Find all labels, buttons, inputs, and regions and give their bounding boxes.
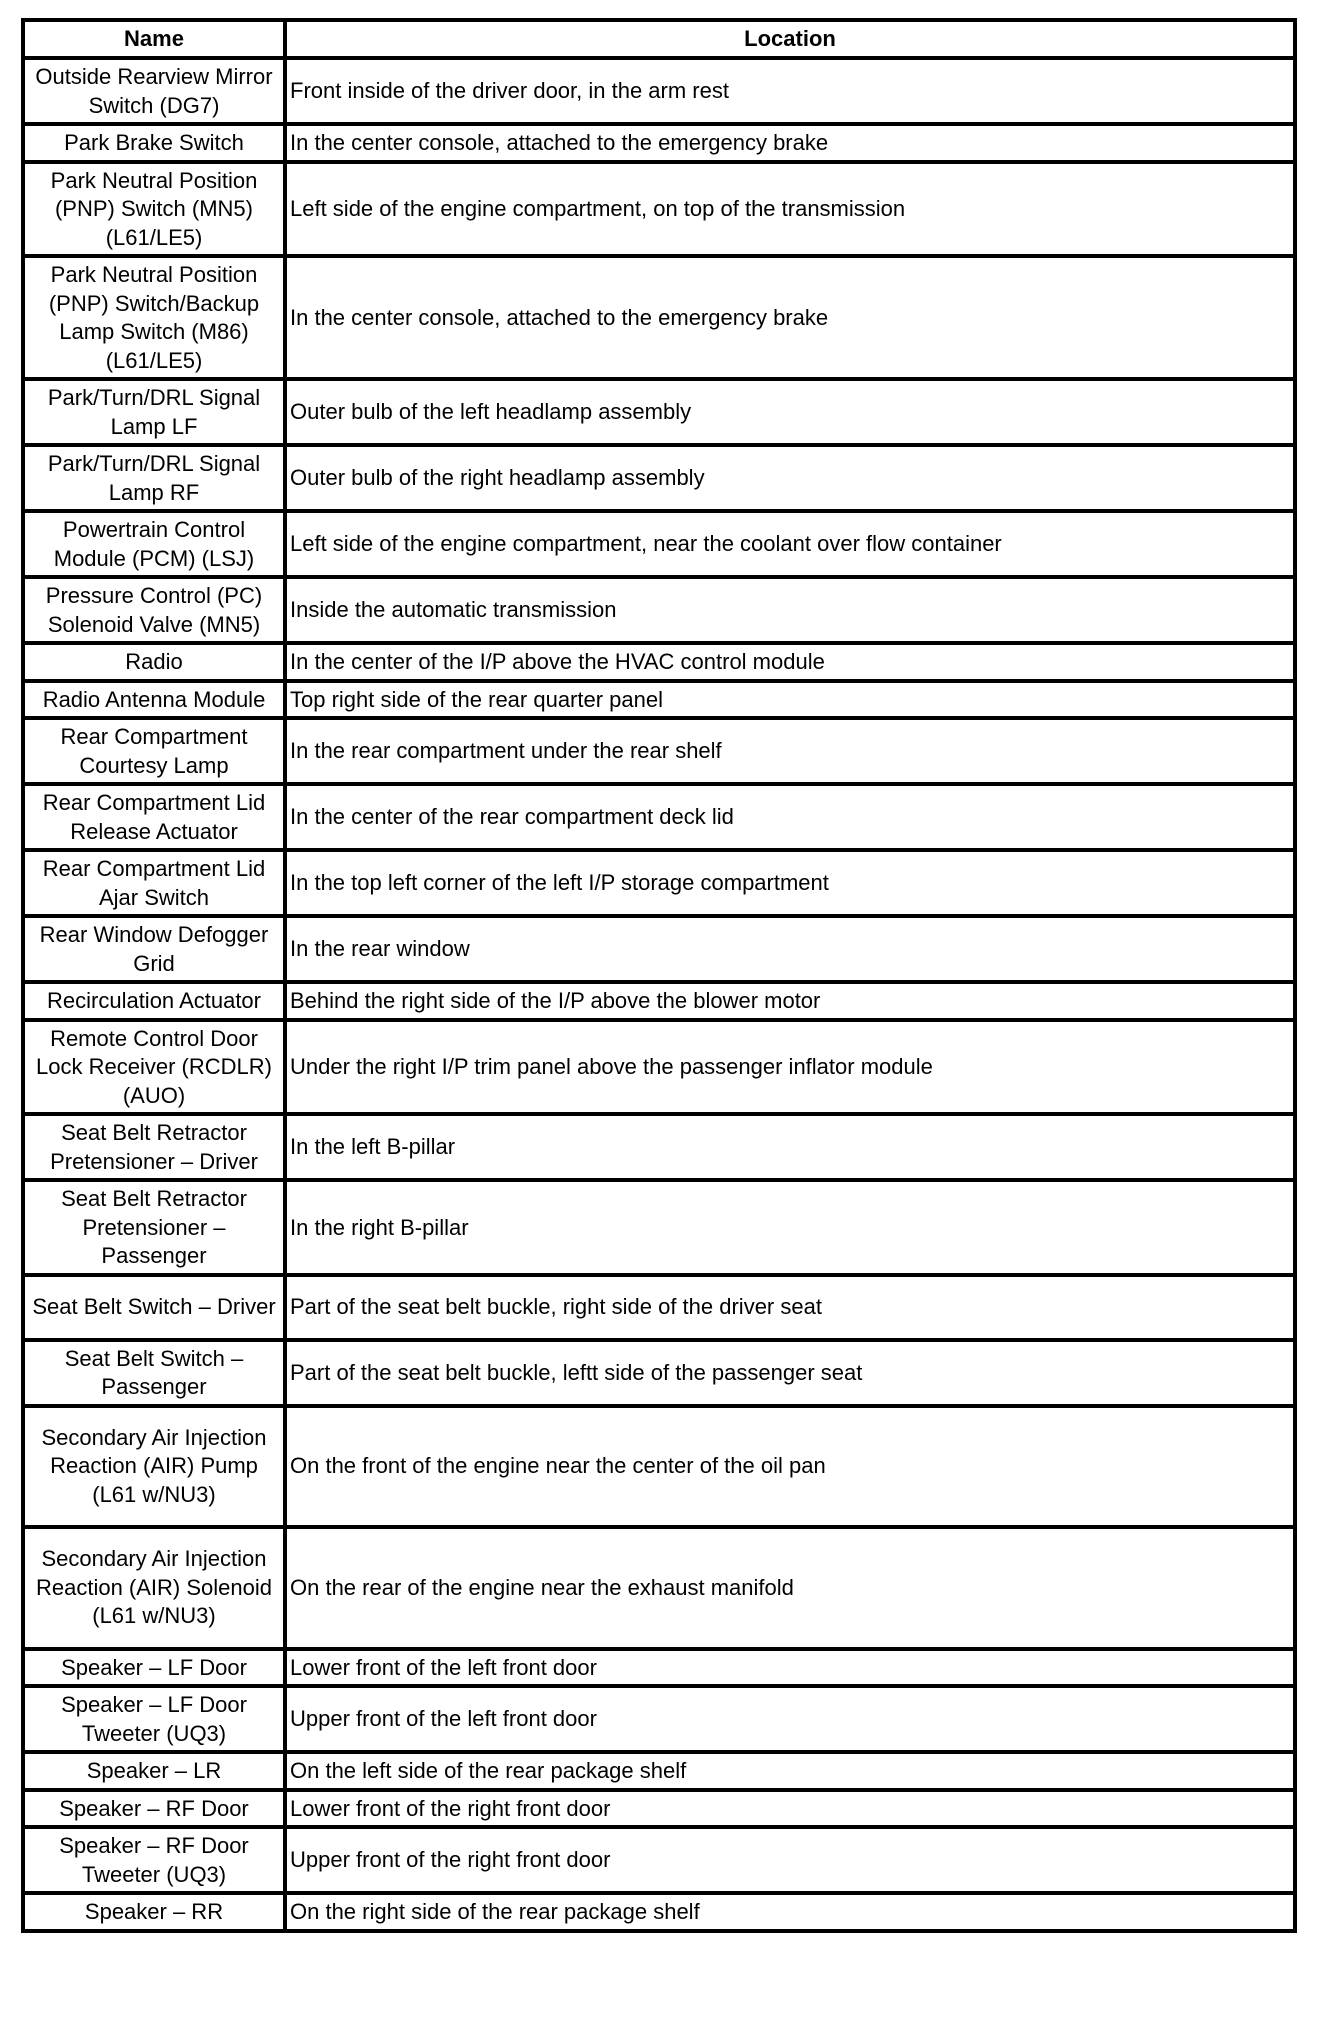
component-name-cell: Park Neutral Position (PNP) Switch (MN5) (L61/LE5) bbox=[23, 162, 285, 257]
component-name-cell: Radio Antenna Module bbox=[23, 681, 285, 719]
component-location-table bbox=[21, 18, 1297, 1933]
component-name-cell: Seat Belt Retractor Pretensioner – Driver bbox=[23, 1114, 285, 1180]
component-location-cell: Part of the seat belt buckle, right side of the driver seat bbox=[285, 1275, 1295, 1340]
column-header-name: Name bbox=[23, 20, 285, 58]
table-row bbox=[23, 916, 1295, 982]
component-name-cell: Park Neutral Position (PNP) Switch/Backup Lamp Switch (M86) (L61/LE5) bbox=[23, 256, 285, 379]
component-name-cell: Secondary Air Injection Reaction (AIR) Pump (L61 w/NU3) bbox=[23, 1406, 285, 1527]
component-name-cell: Speaker – LR bbox=[23, 1752, 285, 1790]
table-row bbox=[23, 1275, 1295, 1340]
table-row bbox=[23, 1180, 1295, 1275]
component-name-cell: Speaker – LF Door bbox=[23, 1649, 285, 1687]
table-row bbox=[23, 643, 1295, 681]
component-location-cell: Outer bulb of the left headlamp assembly bbox=[285, 379, 1295, 445]
table-row bbox=[23, 1020, 1295, 1115]
table-row bbox=[23, 681, 1295, 719]
component-location-cell: Part of the seat belt buckle, leftt side of the passenger seat bbox=[285, 1340, 1295, 1406]
component-location-cell: Upper front of the right front door bbox=[285, 1827, 1295, 1893]
component-name-cell: Seat Belt Switch – Passenger bbox=[23, 1340, 285, 1406]
table-row bbox=[23, 1340, 1295, 1406]
component-location-cell: In the center of the rear compartment deck lid bbox=[285, 784, 1295, 850]
component-name-cell: Park Brake Switch bbox=[23, 124, 285, 162]
table-body bbox=[23, 58, 1295, 1931]
component-location-cell: In the left B-pillar bbox=[285, 1114, 1295, 1180]
component-location-cell: On the front of the engine near the center of the oil pan bbox=[285, 1406, 1295, 1527]
component-name-cell: Rear Compartment Lid Release Actuator bbox=[23, 784, 285, 850]
component-location-cell: In the right B-pillar bbox=[285, 1180, 1295, 1275]
component-location-cell: On the rear of the engine near the exhaust manifold bbox=[285, 1527, 1295, 1649]
component-location-cell: Lower front of the left front door bbox=[285, 1649, 1295, 1687]
component-name-cell: Radio bbox=[23, 643, 285, 681]
component-location-cell: In the center of the I/P above the HVAC control module bbox=[285, 643, 1295, 681]
component-location-cell: In the center console, attached to the emergency brake bbox=[285, 256, 1295, 379]
component-name-cell: Outside Rearview Mirror Switch (DG7) bbox=[23, 58, 285, 124]
component-location-cell: On the right side of the rear package shelf bbox=[285, 1893, 1295, 1931]
table-row bbox=[23, 58, 1295, 124]
table-row bbox=[23, 577, 1295, 643]
component-location-cell: Upper front of the left front door bbox=[285, 1686, 1295, 1752]
table-row bbox=[23, 784, 1295, 850]
component-name-cell: Rear Window Defogger Grid bbox=[23, 916, 285, 982]
component-name-cell: Park/Turn/DRL Signal Lamp LF bbox=[23, 379, 285, 445]
table-row bbox=[23, 982, 1295, 1020]
component-name-cell: Rear Compartment Courtesy Lamp bbox=[23, 718, 285, 784]
table-row bbox=[23, 379, 1295, 445]
component-location-cell: Behind the right side of the I/P above the blower motor bbox=[285, 982, 1295, 1020]
component-name-cell: Recirculation Actuator bbox=[23, 982, 285, 1020]
header-row bbox=[23, 20, 1295, 58]
component-location-cell: Front inside of the driver door, in the arm rest bbox=[285, 58, 1295, 124]
component-location-cell: Lower front of the right front door bbox=[285, 1790, 1295, 1828]
table-row bbox=[23, 1752, 1295, 1790]
table-row bbox=[23, 511, 1295, 577]
component-location-cell: Inside the automatic transmission bbox=[285, 577, 1295, 643]
table-row bbox=[23, 1686, 1295, 1752]
component-location-cell: In the top left corner of the left I/P storage compartment bbox=[285, 850, 1295, 916]
component-location-cell: In the rear window bbox=[285, 916, 1295, 982]
table-row bbox=[23, 162, 1295, 257]
table-row bbox=[23, 445, 1295, 511]
component-name-cell: Seat Belt Retractor Pretensioner – Passenger bbox=[23, 1180, 285, 1275]
component-location-cell: Under the right I/P trim panel above the passenger inflator module bbox=[285, 1020, 1295, 1115]
table-row bbox=[23, 1114, 1295, 1180]
table-row bbox=[23, 1649, 1295, 1687]
table-row bbox=[23, 850, 1295, 916]
component-location-cell: Left side of the engine compartment, on top of the transmission bbox=[285, 162, 1295, 257]
component-name-cell: Powertrain Control Module (PCM) (LSJ) bbox=[23, 511, 285, 577]
component-name-cell: Speaker – LF Door Tweeter (UQ3) bbox=[23, 1686, 285, 1752]
table-row bbox=[23, 124, 1295, 162]
table-row bbox=[23, 1527, 1295, 1649]
component-location-cell: Left side of the engine compartment, near the coolant over flow container bbox=[285, 511, 1295, 577]
component-name-cell: Seat Belt Switch – Driver bbox=[23, 1275, 285, 1340]
table-row bbox=[23, 1790, 1295, 1828]
component-name-cell: Speaker – RF Door bbox=[23, 1790, 285, 1828]
component-name-cell: Rear Compartment Lid Ajar Switch bbox=[23, 850, 285, 916]
component-location-cell: On the left side of the rear package shelf bbox=[285, 1752, 1295, 1790]
table-row bbox=[23, 1827, 1295, 1893]
component-name-cell: Remote Control Door Lock Receiver (RCDLR) (AUO) bbox=[23, 1020, 285, 1115]
component-location-cell: Outer bulb of the right headlamp assembly bbox=[285, 445, 1295, 511]
component-name-cell: Park/Turn/DRL Signal Lamp RF bbox=[23, 445, 285, 511]
table-row bbox=[23, 1406, 1295, 1527]
component-location-cell: In the center console, attached to the emergency brake bbox=[285, 124, 1295, 162]
table-row bbox=[23, 718, 1295, 784]
component-name-cell: Speaker – RR bbox=[23, 1893, 285, 1931]
table-row bbox=[23, 256, 1295, 379]
component-name-cell: Secondary Air Injection Reaction (AIR) Solenoid (L61 w/NU3) bbox=[23, 1527, 285, 1649]
column-header-location: Location bbox=[285, 20, 1295, 58]
component-location-cell: Top right side of the rear quarter panel bbox=[285, 681, 1295, 719]
component-name-cell: Pressure Control (PC) Solenoid Valve (MN5) bbox=[23, 577, 285, 643]
component-name-cell: Speaker – RF Door Tweeter (UQ3) bbox=[23, 1827, 285, 1893]
component-location-cell: In the rear compartment under the rear shelf bbox=[285, 718, 1295, 784]
table-row bbox=[23, 1893, 1295, 1931]
